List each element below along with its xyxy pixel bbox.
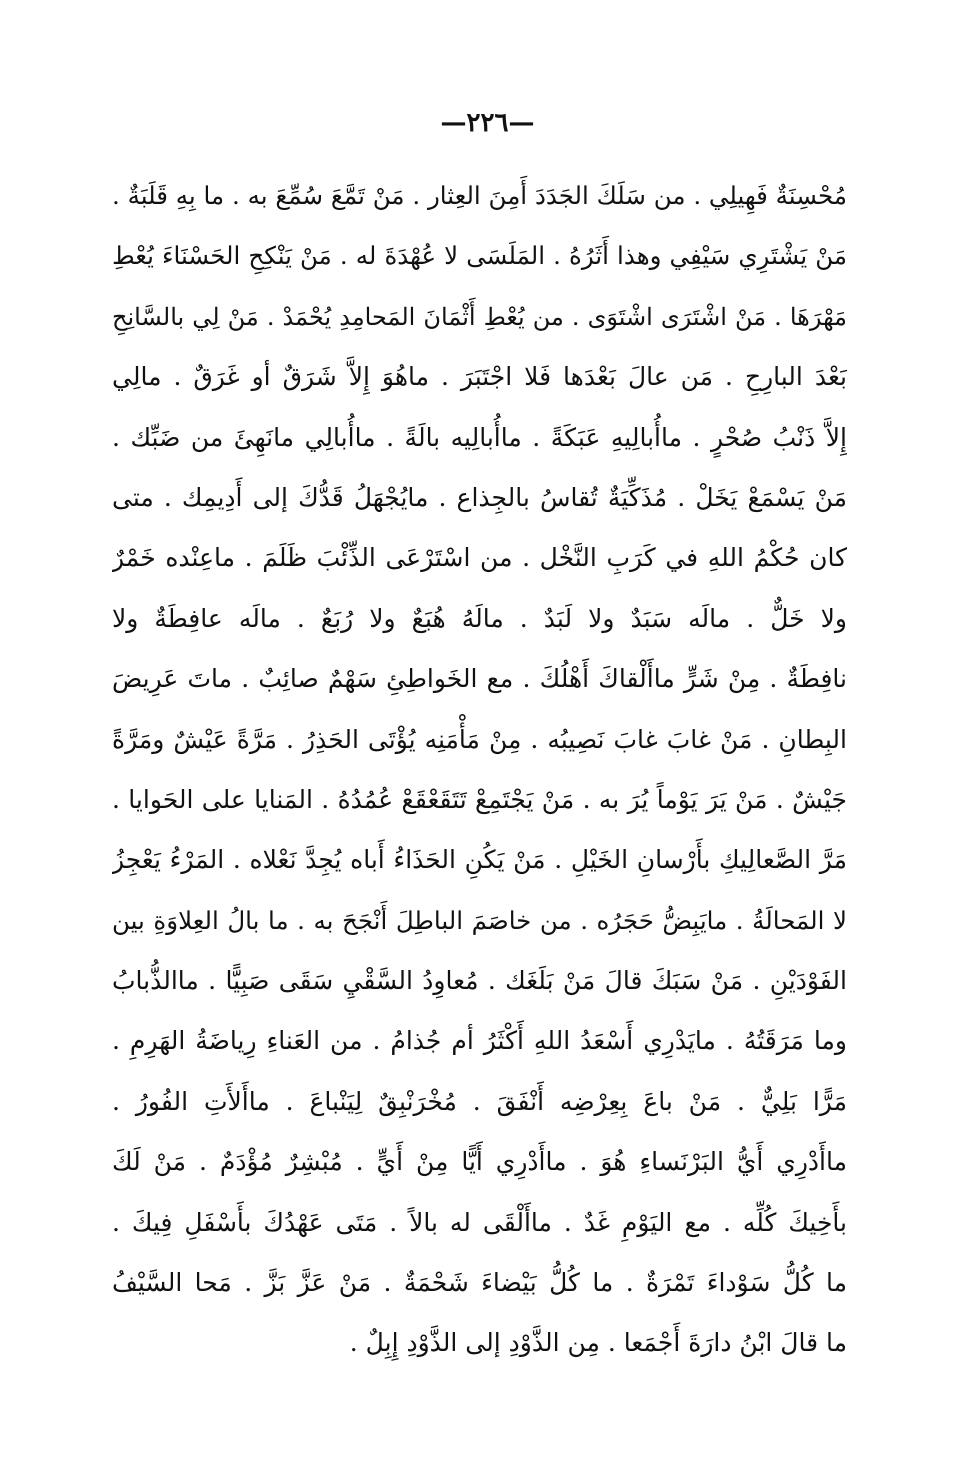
text-line: البِطانِ . مَنْ غابَ غابَ نَصِيبُه . مِنْ مَأْمَنِه يُؤْتَى الحَذِرُ . مَرَّةً عَيْشٌ ومَرَّةً [112,724,847,754]
text-line: وما مَرَقَتُهُ . مايَدْرِي أَسْعَدُ اللهِ أَكْثَرُ أم جُذامُ . من العَناءِ رِياضَةُ الهَرِمِ . [112,1026,847,1056]
text-line: مَنْ يَشْتَرِي سَيْفِي وهذا أَثَرُهُ . المَلَسَى لا عُهْدَةَ له . مَنْ يَنْكِحِ الحَسْنَاءَ يُعْطِ [112,241,847,271]
text-line: نافِطَةٌ . مِنْ شَرٍّ ماأَلْقاكَ أَهْلُكَ . مع الخَواطِئِ سَهْمٌ صائِبٌ . ماتَ عَرِيضَ [112,664,847,694]
text-line: الفَوْدَيْنِ . مَنْ سَبَكَ قالَ مَنْ بَلَغَك . مُعاوِدُ السَّقْيِ سَقَى صَبِيًّا . ماالذُّبابُ [112,966,847,996]
text-line: مَرًّا بَلِيٌّ . مَنْ باعَ بِعِرْضِه أَنْفَقَ . مُخْرَنْبِقٌ لِيَنْباعَ . ماأَلأَتِ الفُورُ . [112,1086,847,1116]
text-line: مَرَّ الصَّعالِيكِ بأَرْسانِ الخَيْلِ . مَنْ يَكُنِ الحَذَاءُ أَباه يُجِدَّ نَعْلاه . المَرْءُ يَعْجِزُ [112,845,847,875]
proverbs-text-block [112,166,847,1374]
text-line: لا المَحالَةُ . مايَبِضُّ حَجَرُه . من خاصَمَ الباطِلَ أَنْجَحَ به . ما بالُ العِلاوَةِ بين [112,905,847,935]
page-number: —٢٢٦— [440,108,535,138]
text-line: بَعْدَ البارِحِ . مَن عالَ بَعْدَها فَلا اجْتَبَرَ . ماهُوَ إِلاَّ شَرَقٌ أو غَرَقٌ . مالِي [112,362,847,392]
text-line: إِلاَّ ذَنْبُ صُحْرٍ . ماأُبالِيهِ عَبَكَةً . ماأُبالِيه بالَةً . ماأُبالِي مانَهِئَ من ضَبِّك . [112,422,847,452]
text-line: بأَخِيكَ كُلِّه . مع اليَوْمِ غَدٌ . ماأَلْقَى له بالاً . مَتَى عَهْدُكَ بأَسْفَلِ فِيكَ . [112,1207,847,1237]
text-line: مُحْسِنَةٌ فَهِيلِي . من سَلَكَ الجَدَدَ أَمِنَ العِثار . مَنْ تَمَّعَ سُمِّعَ به . ما بِهِ قَلَبَةٌ . [112,181,847,210]
text-line: ماأَدْرِي أَيُّ البَرْنَساءِ هُوَ . ماأَدْرِي أَيًّا مِنْ أَيٍّ . مُبْشِرٌ مُؤْدَمٌ . مَنْ لَكَ [112,1147,847,1177]
text-line: ما كُلُّ سَوْداءَ تَمْرَةٌ . ما كُلُّ بَيْضاءَ شَحْمَةٌ . مَنْ عَزَّ بَزَّ . مَحا السَّيْفُ [112,1268,847,1298]
text-line: كان حُكْمُ اللهِ في كَرَبِ النَّخْل . من اسْتَرْعَى الذِّئْبَ ظَلَمَ . ماعِنْده خَمْرٌ [112,543,847,573]
text-line: مَهْرَهَا . مَنْ اشْتَرَى اشْتَوَى . من يُعْطِ أَثْمَانَ المَحامِدِ يُحْمَدْ . مَنْ لِي بالسَّانِحِ [112,302,847,331]
text-line: مَنْ يَسْمَعْ يَخَلْ . مُذَكِّيَةٌ تُقاسُ بالجِذاع . مايُجْهَلُ قَدُّكَ إلى أَدِيمِك . متى [112,482,847,512]
text-line: ما قالَ ابْنُ دارَةَ أَجْمَعا . مِن الذَّوْدِ إلى الذَّوْدِ إِبِلٌ . [349,1328,847,1358]
text-line: ولا خَلٌّ . مالَه سَبَدٌ ولا لَبَدٌ . مالَهُ هُبَعٌ ولا رُبَعٌ . مالَه عافِطَةٌ ولا [112,603,847,633]
text-line: جَيْشٌ . مَنْ يَرَ يَوْماً يُرَ به . مَنْ يَجْتَمِعْ تَتَقَعْقَعْ عُمُدُهُ . المَنايا على الحَوايا . [112,784,847,814]
